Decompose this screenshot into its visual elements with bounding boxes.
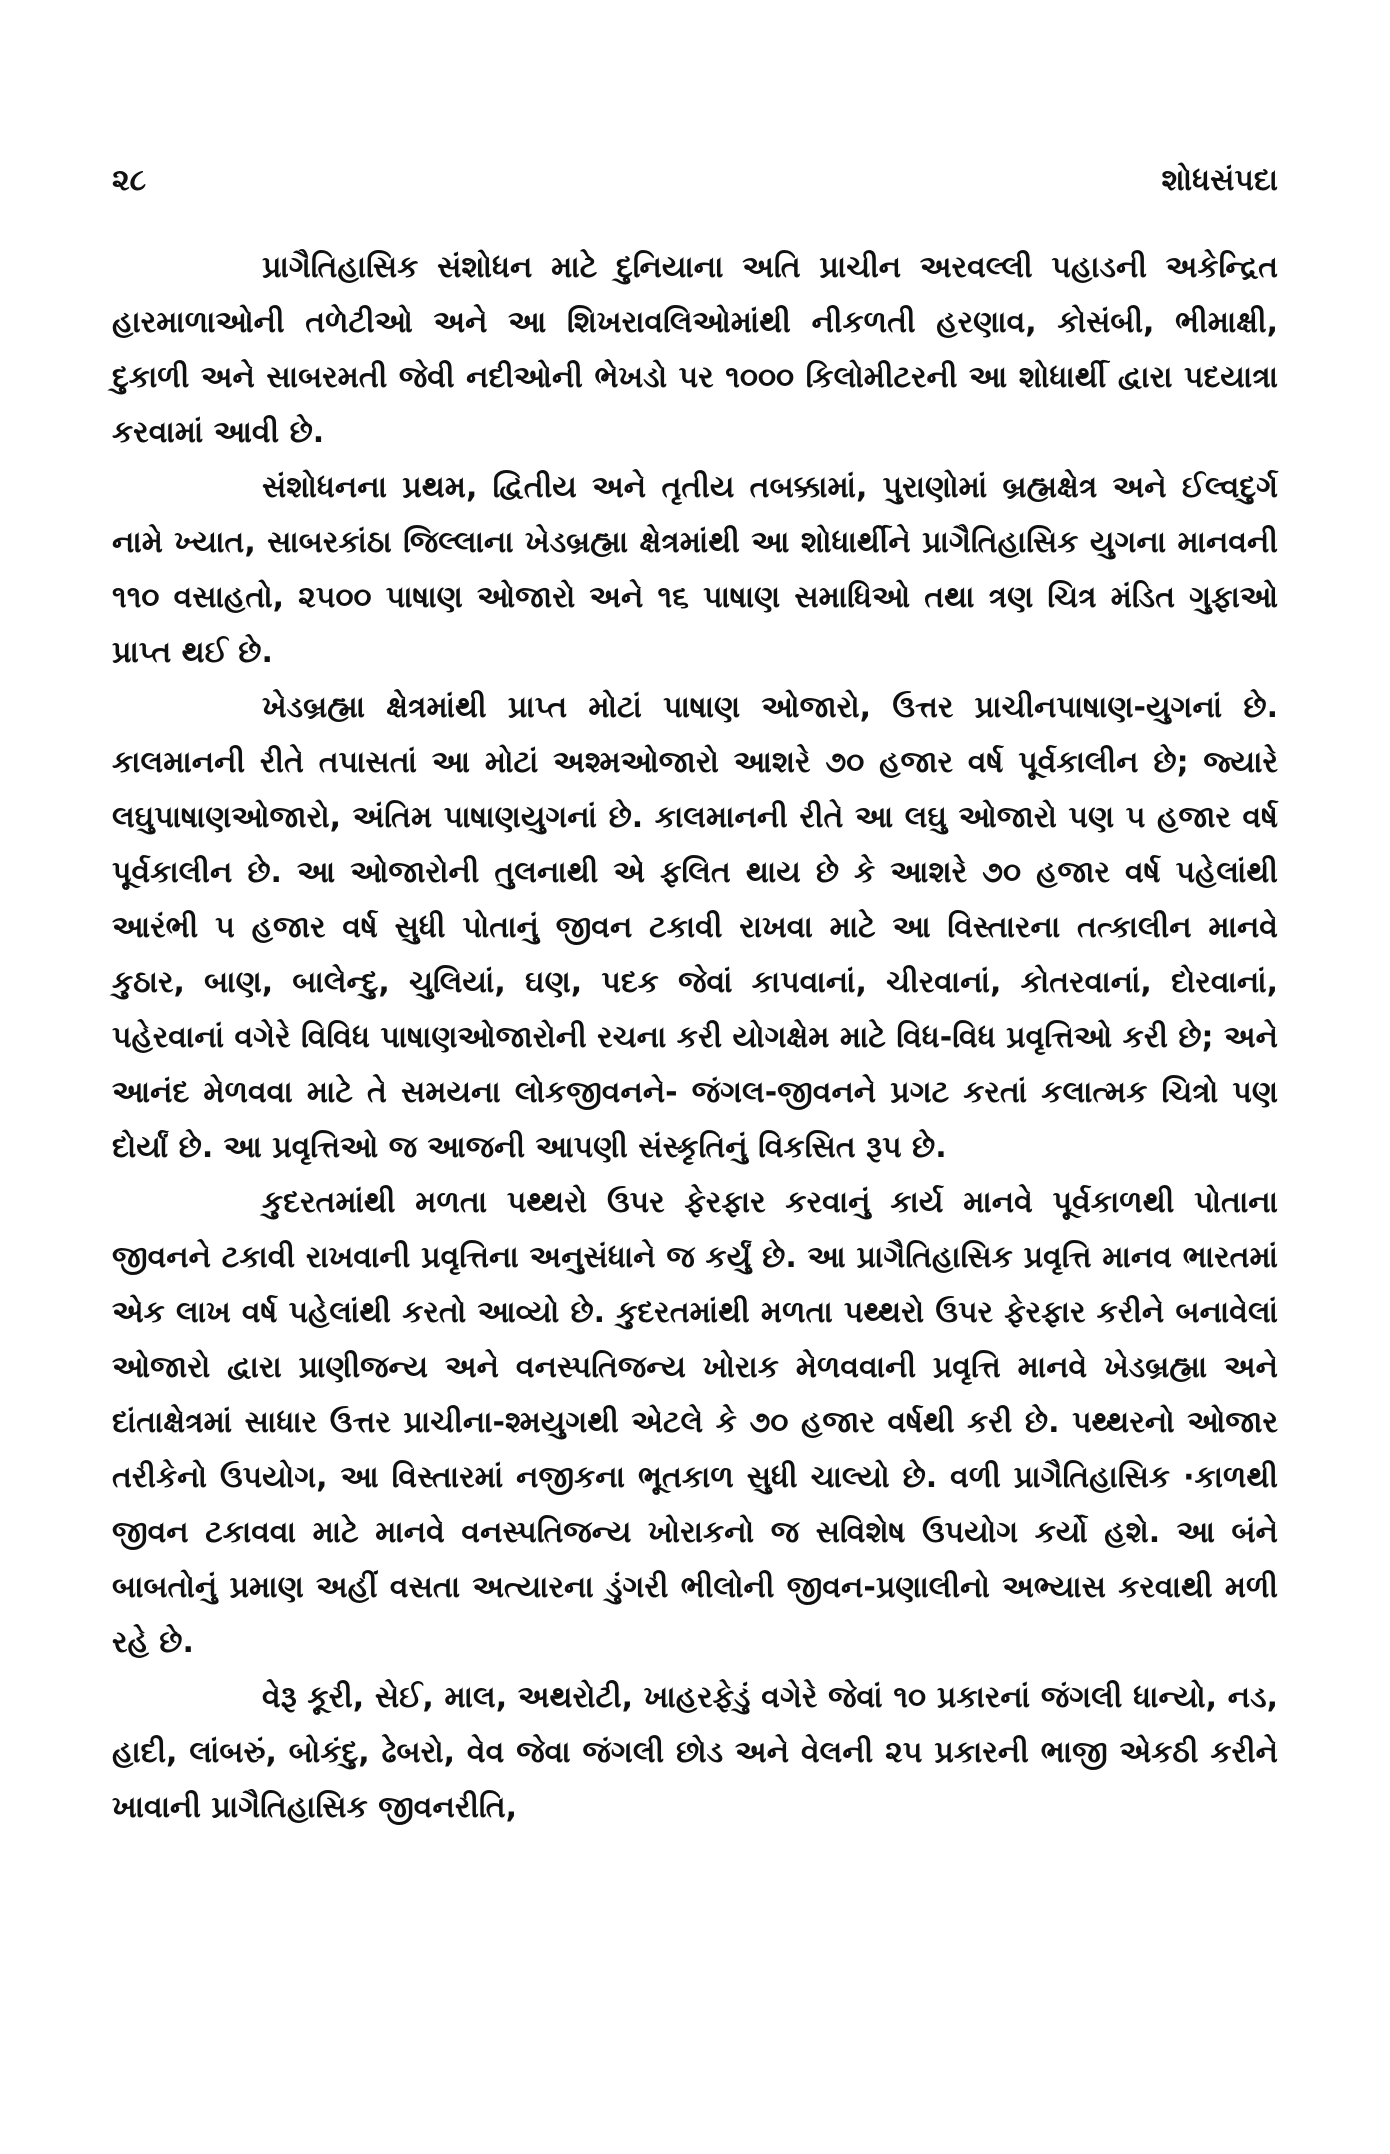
body-text [112,240,1278,1835]
paragraph-1: પ્રાગૈતિહાસિક સંશોધન માટે દુનિયાના અતિ પ્રાચીન અરવલ્લી પહાડની અકેન્દ્રિત હારમાળાઓની તળેટીઓ અને આ શિખરાવલિઓમાંથી નીકળતી હરણાવ, કોસંબી, ભીમાક્ષી, દુકાળી અને સાબરમતી જેવી નદીઓની ભેખડો પર ૧૦૦૦ કિલોમીટરની આ શોધાર્થી દ્વારા પદયાત્રા કરવામાં આવી છે. [112,250,1278,450]
paragraph-4: કુદરતમાંથી મળતા પથ્થરો ઉપર ફેરફાર કરવાનું કાર્ય માનવે પૂર્વકાળથી પોતાના જીવનને ટકાવી રાખવાની પ્રવૃત્તિના અનુસંધાને જ કર્યું છે. આ પ્રાગૈતિહાસિક પ્રવૃત્તિ માનવ ભારતમાં એક લાખ વર્ષ પહેલાંથી કરતો આવ્યો છે. કુદરતમાંથી મળતા પથ્થરો ઉપર ફેરફાર કરીને બનાવેલાં ઓજારો દ્વારા પ્રાણીજન્ય અને વનસ્પતિજન્ય ખોરાક મેળવવાની પ્રવૃત્તિ માનવે ખેડબ્રહ્મા અને દાંતાક્ષેત્રમાં સાધાર ઉત્તર પ્રાચીના-શ્મયુગથી એટલે કે ૭૦ હજાર વર્ષથી કરી છે. પથ્થરનો ઓજાર તરીકેનો ઉપયોગ, આ વિસ્તારમાં નજીકના ભૂતકાળ સુધી ચાલ્યો છે. વળી પ્રાગૈતિહાસિક ·કાળથી જીવન ટકાવવા માટે માનવે વનસ્પતિજન્ય ખોરાકનો જ સવિશેષ ઉપયોગ કર્યો હશે. આ બંને બાબતોનું પ્રમાણ અહીં વસતા અત્યારના ડુંગરી ભીલોની જીવન-પ્રણાલીનો અભ્યાસ કરવાથી મળી રહે છે. [112,1185,1278,1660]
paragraph-5: વેરૂ કૂરી, સેઈ, માલ, અથરોટી, ખાહરફેડું વગેરે જેવાં ૧૦ પ્રકારનાં જંગલી ધાન્યો, નડ, હાદી, લાંબરું, બોકંદુ, ઢેબરો, વેવ જેવા જંગલી છોડ અને વેલની ૨૫ પ્રકારની ભાજી એકઠી કરીને ખાવાની પ્રાગૈતિહાસિક જીવનરીતિ, [112,1680,1278,1825]
running-title: શોધસંપદા [1161,162,1278,198]
paragraph-2: સંશોધનના પ્રથમ, દ્વિતીય અને તૃતીય તબક્કામાં, પુરાણોમાં બ્રહ્મક્ષેત્ર અને ઈલ્વદુર્ગ નામે ખ્યાત, સાબરકાંઠા જિલ્લાના ખેડબ્રહ્મા ક્ષેત્રમાંથી આ શોધાર્થીને પ્રાગૈતિહાસિક યુગના માનવની ૧૧૦ વસાહતો, ૨૫૦૦ પાષાણ ઓજારો અને ૧૬ પાષાણ સમાધિઓ તથા ત્રણ ચિત્ર મંડિત ગુફાઓ પ્રાપ્ત થઈ છે. [112,470,1278,670]
page-number: ૨૮ [112,162,147,198]
page-header [112,150,1278,210]
paragraph-3: ખેડબ્રહ્મા ક્ષેત્રમાંથી પ્રાપ્ત મોટાં પાષાણ ઓજારો, ઉત્તર પ્રાચીનપાષાણ-યુગનાં છે. કાલમાનની રીતે તપાસતાં આ મોટાં અશ્મઓજારો આશરે ૭૦ હજાર વર્ષ પૂર્વકાલીન છે; જ્યારે લઘુપાષાણઓજારો, અંતિમ પાષાણયુગનાં છે. કાલમાનની રીતે આ લઘુ ઓજારો પણ ૫ હજાર વર્ષ પૂર્વકાલીન છે. આ ઓજારોની તુલનાથી એ ફલિત થાય છે કે આશરે ૭૦ હજાર વર્ષ પહેલાંથી આરંભી ૫ હજાર વર્ષ સુધી પોતાનું જીવન ટકાવી રાખવા માટે આ વિસ્તારના તત્કાલીન માનવે કુઠાર, બાણ, બાલેન્દુ, ચુલિયાં, ઘણ, પદક જેવાં કાપવાનાં, ચીરવાનાં, કોતરવાનાં, દોરવાનાં, પહેરવાનાં વગેરે વિવિધ પાષાણઓજારોની રચના કરી યોગક્ષેમ માટે વિધ-વિધ પ્રવૃત્તિઓ કરી છે; અને આનંદ મેળવવા માટે તે સમયના લોકજીવનને- જંગલ-જીવનને પ્રગટ કરતાં કલાત્મક ચિત્રો પણ દોર્યાં છે. આ પ્રવૃત્તિઓ જ આજની આપણી સંસ્કૃતિનું વિકસિત રૂપ છે. [112,690,1278,1165]
